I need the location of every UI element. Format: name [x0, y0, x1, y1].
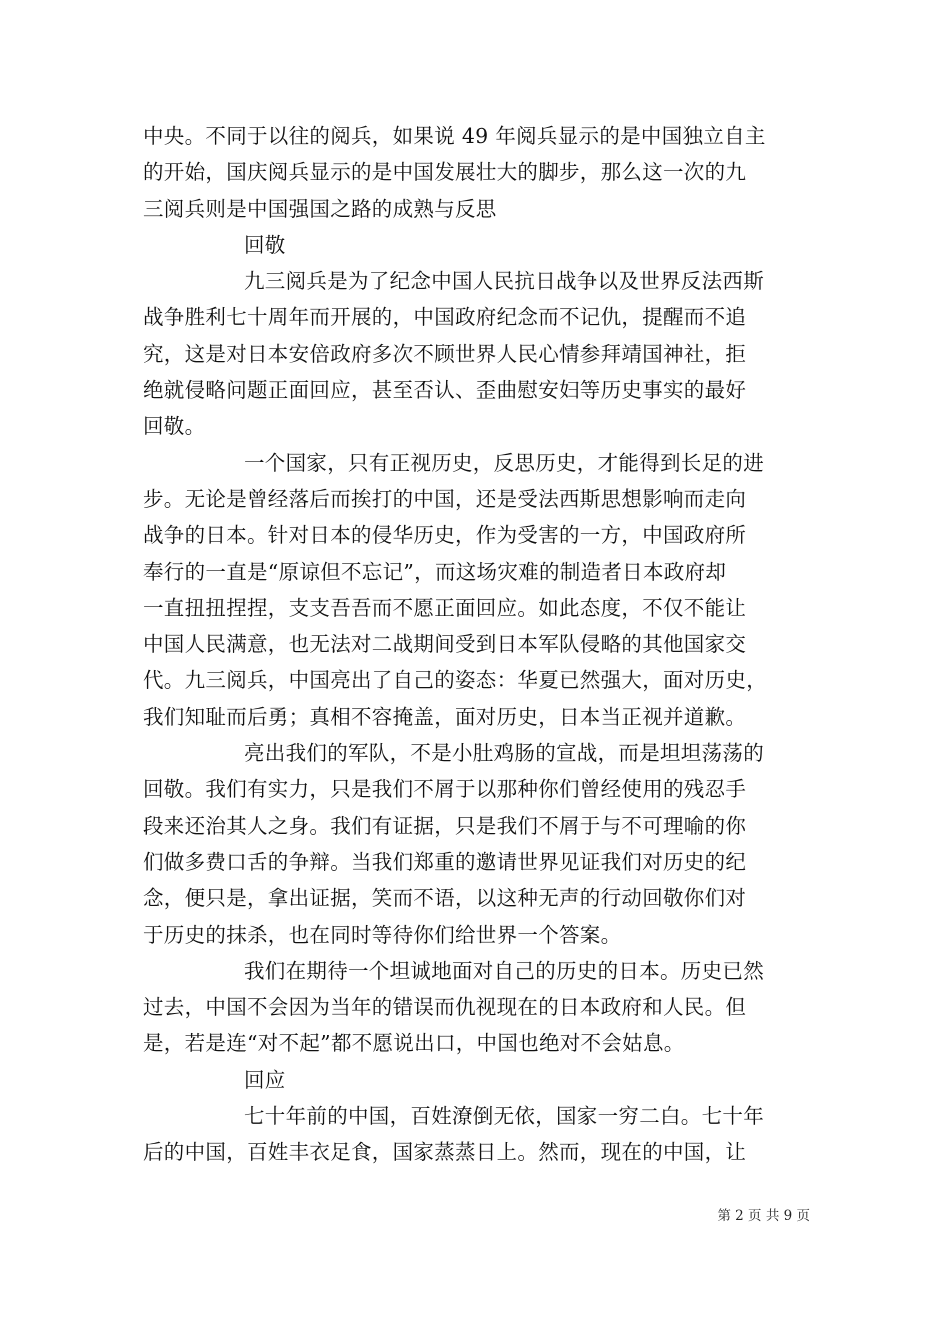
text-line: 三阅兵则是中国强国之路的成熟与反思: [143, 196, 497, 221]
text-line: 亮出我们的军队，不是小肚鸡肠的宣战，而是坦坦荡荡的: [244, 741, 764, 766]
text-line: 后的中国，百姓丰衣足食，国家蒸蒸日上。然而，现在的中国，让: [143, 1140, 747, 1165]
text-line: 段来还治其人之身。我们有证据，只是我们不屑于与不可理喻的你: [143, 813, 747, 838]
text-line: 们做多费口舌的争辩。当我们郑重的邀请世界见证我们对历史的纪: [143, 849, 747, 874]
text-line: 绝就侵略问题正面回应，甚至否认、歪曲慰安妇等历史事实的最好: [143, 378, 747, 403]
text-line: 回敬。我们有实力，只是我们不屑于以那种你们曾经使用的残忍手: [143, 777, 747, 802]
text-line: 七十年前的中国，百姓潦倒无依，国家一穷二白。七十年: [244, 1104, 764, 1129]
body-text: [143, 118, 823, 1171]
text-line: 步。无论是曾经落后而挨打的中国，还是受法西斯思想影响而走向: [143, 486, 747, 511]
text-line: 是，若是连“对不起”都不愿说出口，中国也绝对不会姑息。: [143, 1031, 685, 1056]
page-number-footer: 第 2 页 共 9 页: [717, 1208, 810, 1224]
text-line: 奉行的一直是“原谅但不忘记”，而这场灾难的制造者日本政府却: [143, 559, 727, 584]
text-line: 战争胜利七十周年而开展的，中国政府纪念而不记仇，提醒而不追: [143, 305, 747, 330]
text-line: 一直扭扭捏捏，支支吾吾而不愿正面回应。如此态度，不仅不能让: [143, 595, 747, 620]
text-line: 我们知耻而后勇；真相不容掩盖，面对历史，日本当正视并道歉。: [143, 704, 747, 729]
text-line: 中央。不同于以往的阅兵，如果说 49 年阅兵显示的是中国独立自主: [143, 124, 766, 148]
text-line: 回应: [244, 1067, 286, 1092]
text-line: 的开始，国庆阅兵显示的是中国发展壮大的脚步，那么这一次的九: [143, 160, 747, 185]
text-line: 中国人民满意，也无法对二战期间受到日本军队侵略的其他国家交: [143, 632, 747, 657]
text-line: 九三阅兵是为了纪念中国人民抗日战争以及世界反法西斯: [244, 269, 764, 294]
text-line: 我们在期待一个坦诚地面对自己的历史的日本。历史已然: [244, 958, 764, 983]
text-line: 于历史的抹杀，也在同时等待你们给世界一个答案。: [143, 922, 622, 947]
text-line: 过去，中国不会因为当年的错误而仇视现在的日本政府和人民。但: [143, 995, 747, 1020]
text-line: 究，这是对日本安倍政府多次不顾世界人民心情参拜靖国神社，拒: [143, 341, 747, 366]
text-line: 战争的日本。针对日本的侵华历史，作为受害的一方，中国政府所: [143, 523, 747, 548]
text-line: 回敬: [244, 232, 286, 257]
text-line: 念，便只是，拿出证据，笑而不语，以这种无声的行动回敬你们对: [143, 886, 747, 911]
text-line: 代。九三阅兵，中国亮出了自己的姿态：华夏已然强大，面对历史，: [143, 668, 767, 693]
text-line: 回敬。: [143, 414, 206, 439]
text-line: 一个国家，只有正视历史，反思历史，才能得到长足的进: [244, 450, 764, 475]
